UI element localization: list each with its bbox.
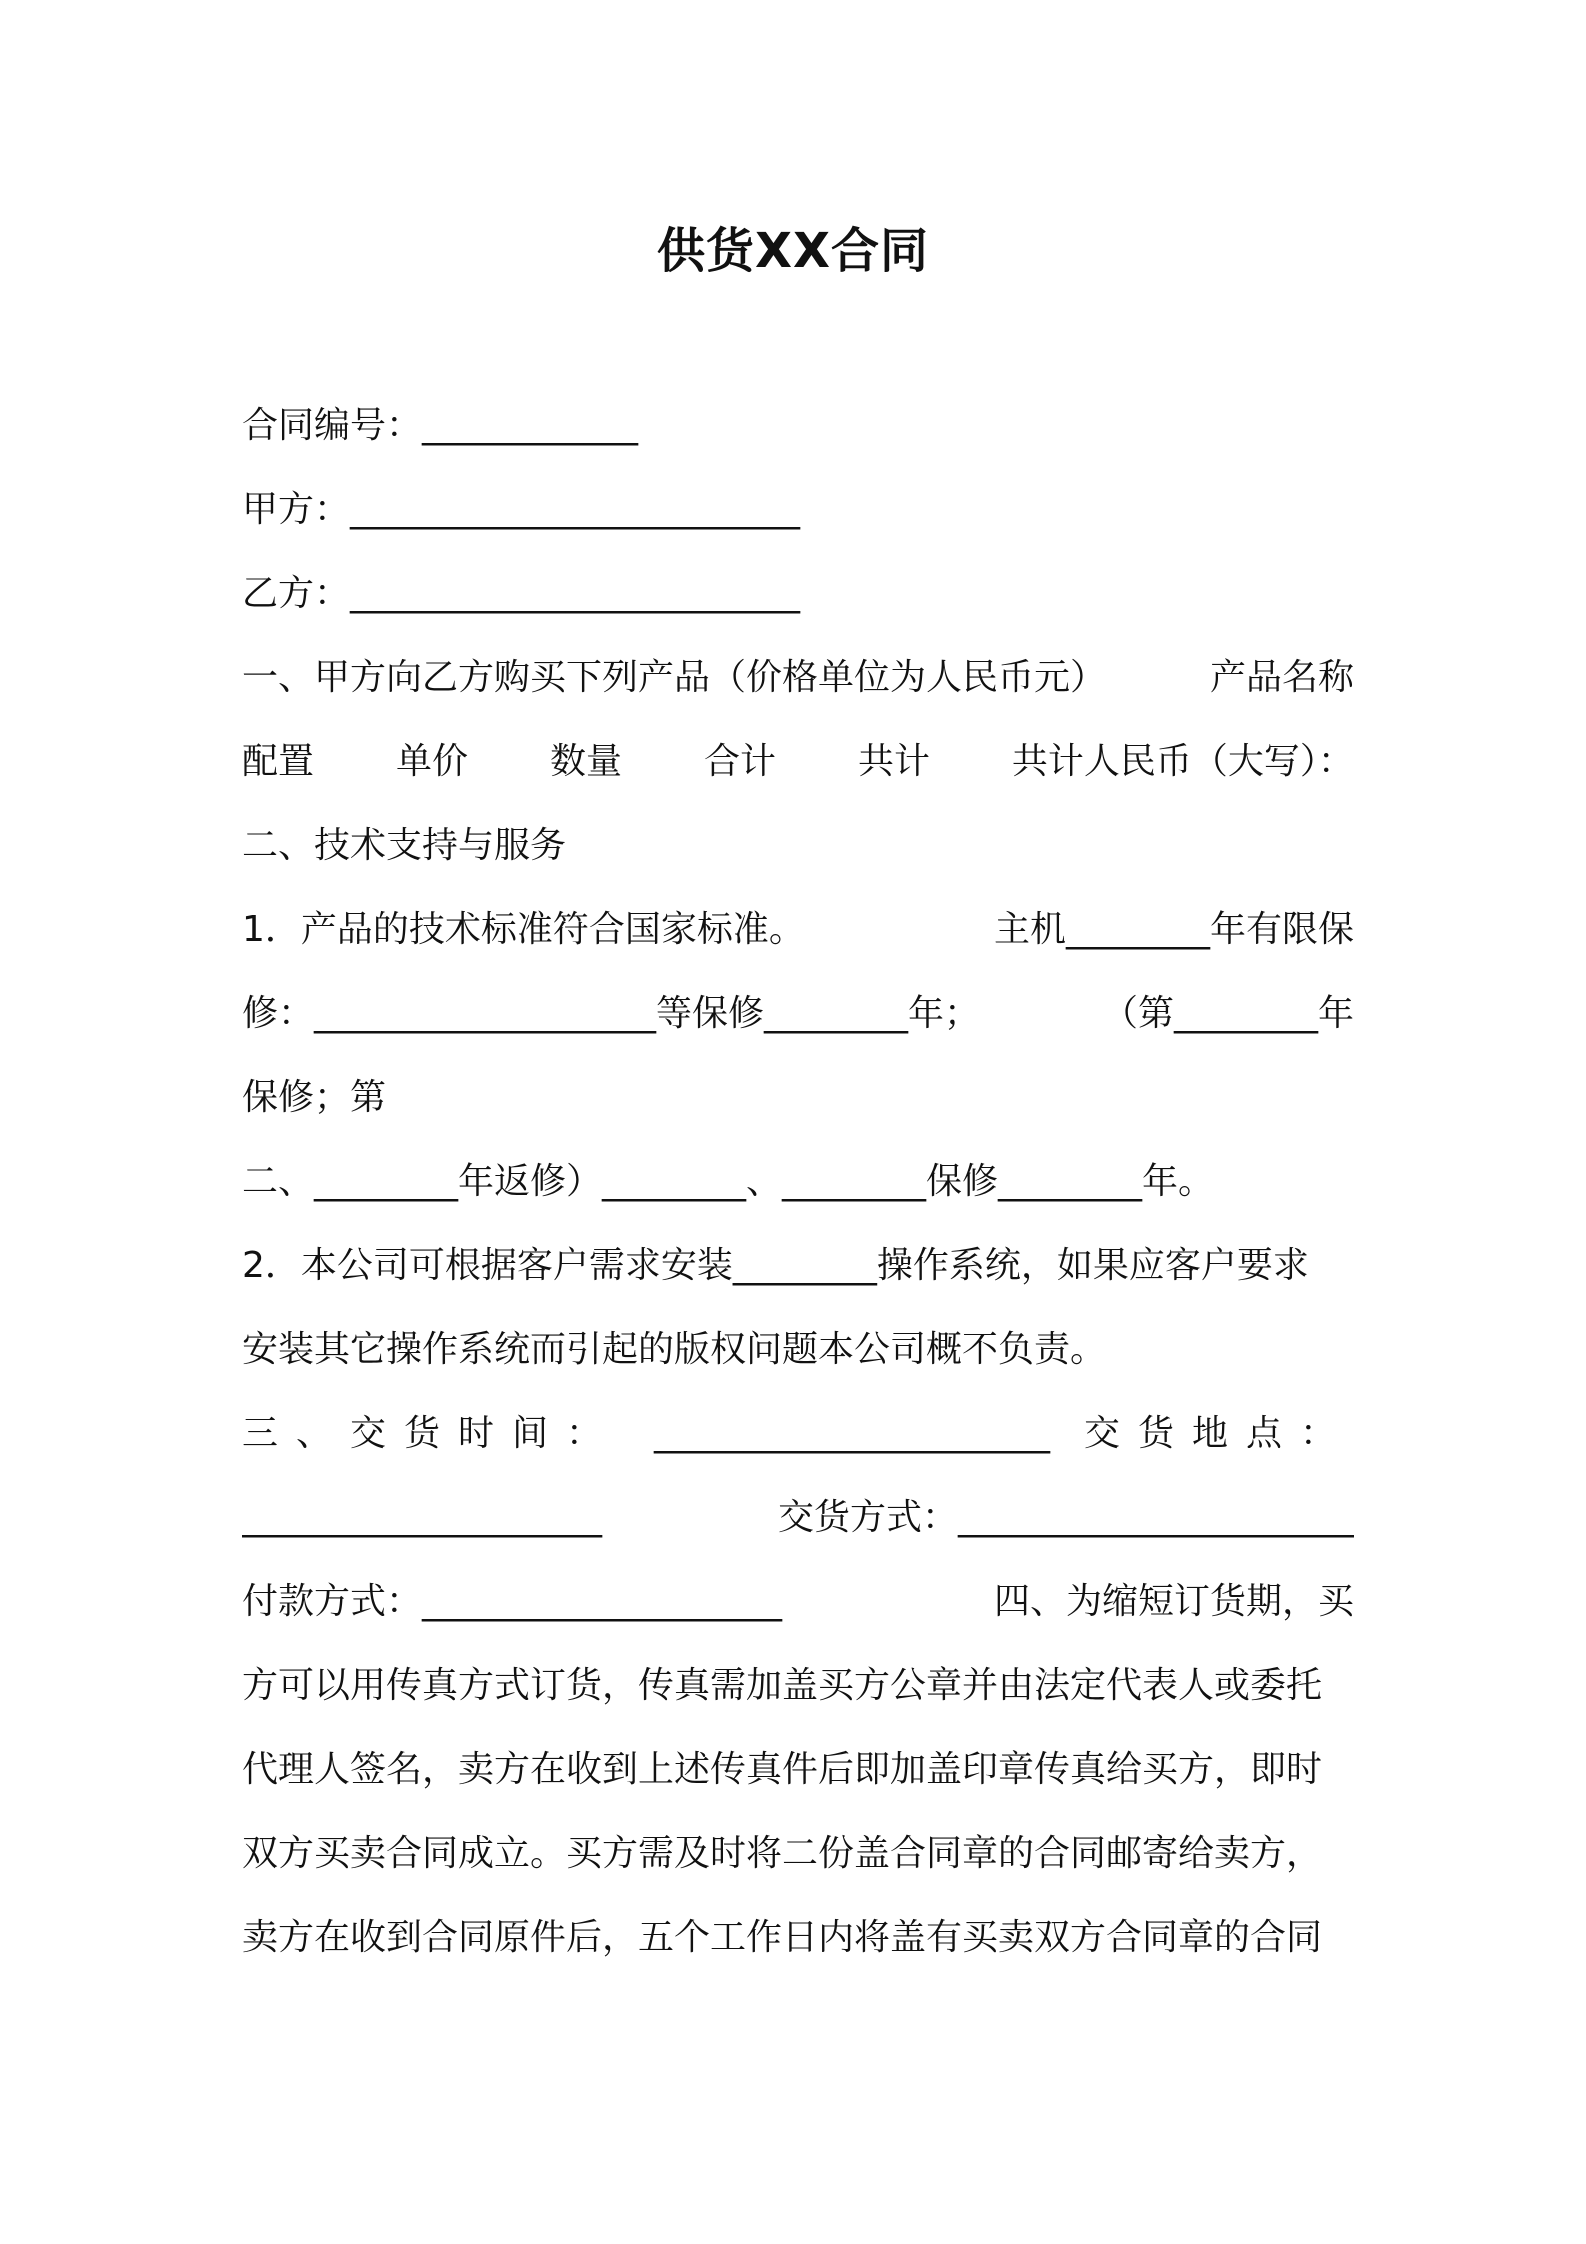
paragraph-line-1: 方可以用传真方式订货，传真需加盖买方公章并由法定代表人或委托 <box>242 1665 1323 1706</box>
delivery-place-blank: ____________________ <box>242 1497 602 1538</box>
item-1-year-text: （第________年 <box>1101 993 1354 1034</box>
item-2-line-a: 2．本公司可根据客户需求安装________操作系统，如果应客户要求 <box>242 1245 1309 1286</box>
paragraph-line-3: 双方买卖合同成立。买方需及时将二份盖合同章的合同邮寄给卖方， <box>242 1833 1323 1874</box>
item-1-host-warranty: 主机________年有限保 <box>993 909 1354 950</box>
item-1-line-c: 保修；第 <box>242 1077 387 1118</box>
section-1-heading: 一、甲方向乙方购买下列产品（价格单位为人民币元） <box>242 657 1107 698</box>
delivery-time-blank: ______________________ <box>654 1413 1050 1454</box>
section-3-line-a <box>242 1408 1354 1460</box>
section-2-heading: 二、技术支持与服务 <box>242 825 567 866</box>
item-1-repair-text: 修：___________________等保修________年； <box>242 993 981 1034</box>
delivery-time-label: 三、交货时间： <box>242 1413 621 1454</box>
product-columns-line <box>242 736 1354 788</box>
item-1-text: 1．产品的技术标准符合国家标准。 <box>242 909 805 950</box>
paragraph-line-4: 卖方在收到合同原件后，五个工作日内将盖有买卖双方合同章的合同 <box>242 1917 1323 1958</box>
item-2-line-b: 安装其它操作系统而引起的版权问题本公司概不负责。 <box>242 1329 1107 1370</box>
payment-line <box>242 1576 1354 1628</box>
column-total: 共计 <box>857 741 930 782</box>
section-3-line-b <box>242 1492 1354 1544</box>
column-quantity: 数量 <box>549 741 622 782</box>
payment-method: 付款方式：____________________ <box>242 1581 783 1622</box>
section-4-heading: 四、为缩短订货期，买 <box>993 1581 1354 1622</box>
column-subtotal: 合计 <box>703 741 776 782</box>
item-1-line-b <box>242 988 1354 1040</box>
column-unit-price: 单价 <box>395 741 468 782</box>
item-1-line-a <box>242 904 1354 956</box>
delivery-method: 交货方式：______________________ <box>777 1497 1354 1538</box>
product-name-label: 产品名称 <box>1209 657 1354 698</box>
column-config: 配置 <box>242 741 315 782</box>
delivery-place-label: 交货地点： <box>1083 1413 1354 1454</box>
item-1-line-d: 二、________年返修）________、________保修________年。 <box>242 1161 1215 1202</box>
column-total-rmb-uppercase: 共计人民币（大写）： <box>1011 741 1354 782</box>
party-b-line: 乙方：_________________________ <box>242 573 801 614</box>
paragraph-line-2: 代理人签名，卖方在收到上述传真件后即加盖印章传真给买方，即时 <box>242 1749 1323 1790</box>
contract-number-line: 合同编号：____________ <box>242 405 639 446</box>
document-title: 供货XX合同 <box>656 223 930 279</box>
section-1-line <box>242 652 1354 704</box>
party-a-line: 甲方：_________________________ <box>242 489 801 530</box>
